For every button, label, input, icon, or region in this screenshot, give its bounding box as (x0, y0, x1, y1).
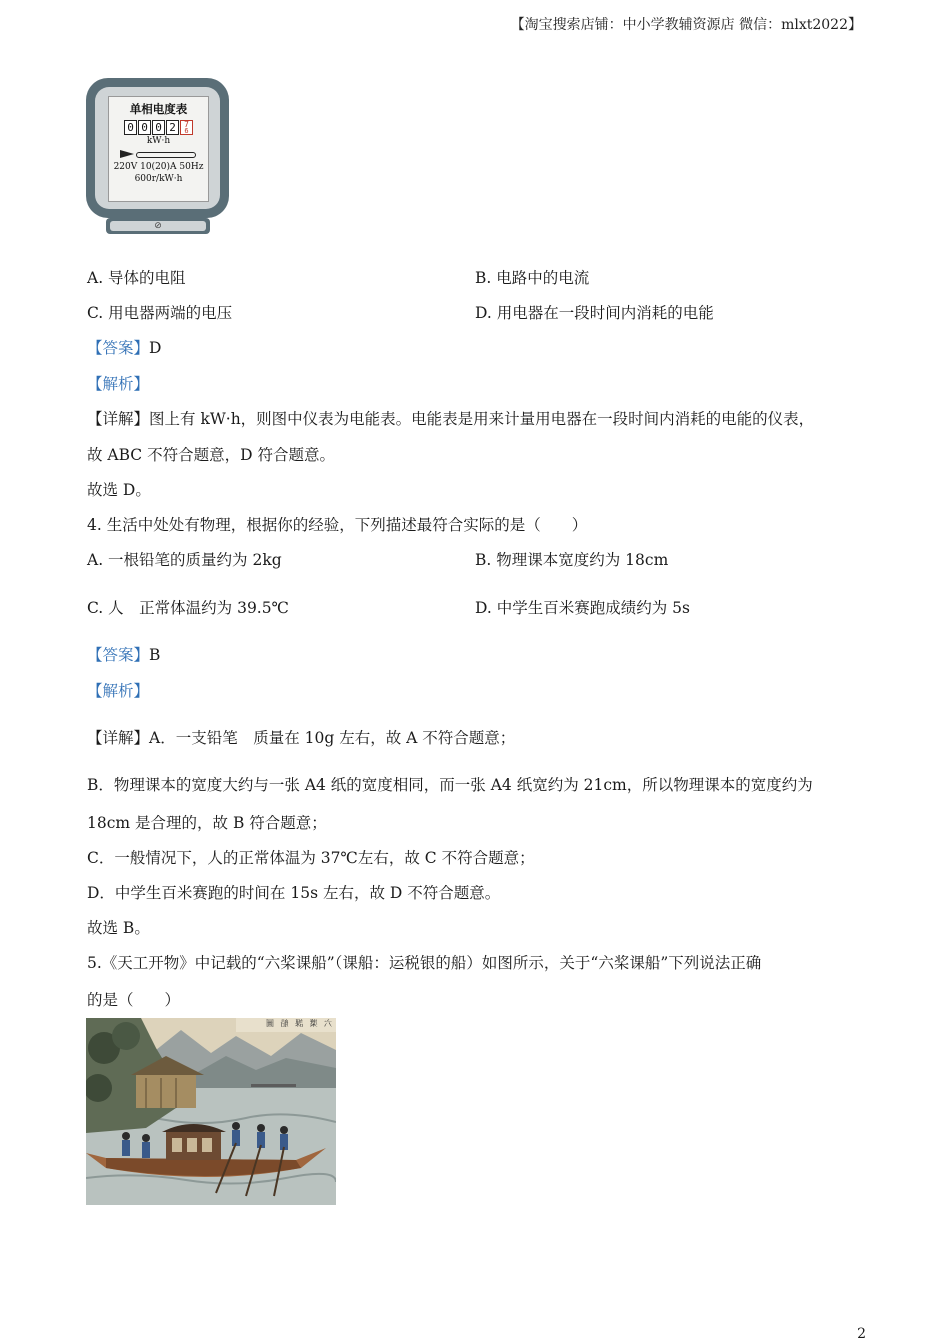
q4-stem: 4. 生活中处处有物理，根据你的经验，下列描述最符合实际的是（ ） (87, 516, 588, 534)
page-header: 【淘宝搜索店铺：中小学教辅资源店 微信：mlxt2022】 (510, 17, 862, 33)
meter-digit: 0 (152, 120, 165, 135)
q4-conclusion: 故选 B。 (87, 919, 150, 937)
q3-conclusion: 故选 D。 (87, 481, 151, 499)
page-number: 2 (857, 1326, 866, 1342)
q4-option-d: D. 中学生百米赛跑成绩约为 5s (475, 599, 690, 617)
answer-tag: 【答案】 (87, 339, 150, 357)
meter-spec-constant: 600r/kW·h (134, 174, 183, 184)
detail-tag: 【详解】 (87, 410, 150, 428)
q4-answer (87, 643, 160, 665)
meter-face (108, 96, 209, 202)
q5-stem-line-1: 5.《天工开物》中记载的“六桨课船”（课船：运税银的船）如图所示，关于“六桨课船”下列说法正确 (87, 954, 762, 972)
meter-unit: kW·h (146, 136, 171, 146)
q4-analysis-tag: 【解析】 (87, 682, 150, 700)
answer-value: B (149, 646, 161, 664)
meter-digit: 2 (166, 120, 179, 135)
q4-detail-b-2: 18cm 是合理的，故 B 符合题意； (87, 814, 327, 832)
q4-detail-b-1: B．物理课本的宽度大约与一张 A4 纸的宽度相同，而一张 A4 纸宽约为 21cm，所以物理课本的宽度约为 (87, 776, 813, 794)
answer-value: D (149, 339, 162, 357)
meter-title: 单相电度表 (129, 102, 188, 116)
q3-answer (87, 336, 161, 358)
answer-tag: 【答案】 (87, 646, 150, 664)
q3-option-d: D. 用电器在一段时间内消耗的电能 (475, 304, 714, 322)
q3-option-c: C. 用电器两端的电压 (87, 304, 233, 322)
meter-digit: 0 (138, 120, 151, 135)
q4-option-a: A. 一根铅笔的质量约为 2kg (87, 551, 282, 569)
q3-option-a: A. 导体的电阻 (87, 269, 186, 287)
detail-tag: 【详解】 (87, 729, 150, 747)
meter-digits (109, 120, 208, 135)
q4-detail-c: C．一般情况下，人的正常体温为 37℃左右，故 C 不符合题意； (87, 849, 535, 867)
terminal-symbol-icon: ⊘ (110, 221, 206, 231)
q4-option-c: C. 人 正常体温约为 39.5℃ (87, 599, 289, 617)
electricity-meter-image (86, 78, 229, 218)
detail-text: A．一支铅笔 质量在 10g 左右，故 A 不符合题意； (149, 729, 516, 747)
q3-detail-line-2: 故 ABC 不符合题意，D 符合题意。 (87, 446, 335, 464)
q3-analysis-tag: 【解析】 (87, 375, 150, 393)
q4-detail-a (87, 726, 515, 748)
q3-detail-line-1 (87, 407, 814, 429)
meter-digit: 0 (124, 120, 137, 135)
q5-stem-line-2: 的是（ ） (87, 991, 181, 1009)
q3-option-b: B. 电路中的电流 (475, 269, 590, 287)
detail-text: 图上有 kW·h，则图中仪表为电能表。电能表是用来计量用电器在一段时间内消耗的电能的仪表， (149, 410, 815, 428)
six-oar-boat-painting (86, 1018, 336, 1205)
painting-caption: 六 槳 課 船 圖 (263, 1019, 332, 1028)
meter-terminal-cover (106, 218, 210, 234)
meter-spec-rating: 220V 10(20)A 50Hz (113, 162, 204, 172)
meter-digit-red: 7 6 (180, 120, 193, 135)
rotation-arrow-icon (118, 149, 200, 159)
q4-detail-d: D．中学生百米赛跑的时间在 15s 左右，故 D 不符合题意。 (87, 884, 501, 902)
q4-option-b: B. 物理课本宽度约为 18cm (475, 551, 669, 569)
painting-illustration (86, 1018, 336, 1205)
